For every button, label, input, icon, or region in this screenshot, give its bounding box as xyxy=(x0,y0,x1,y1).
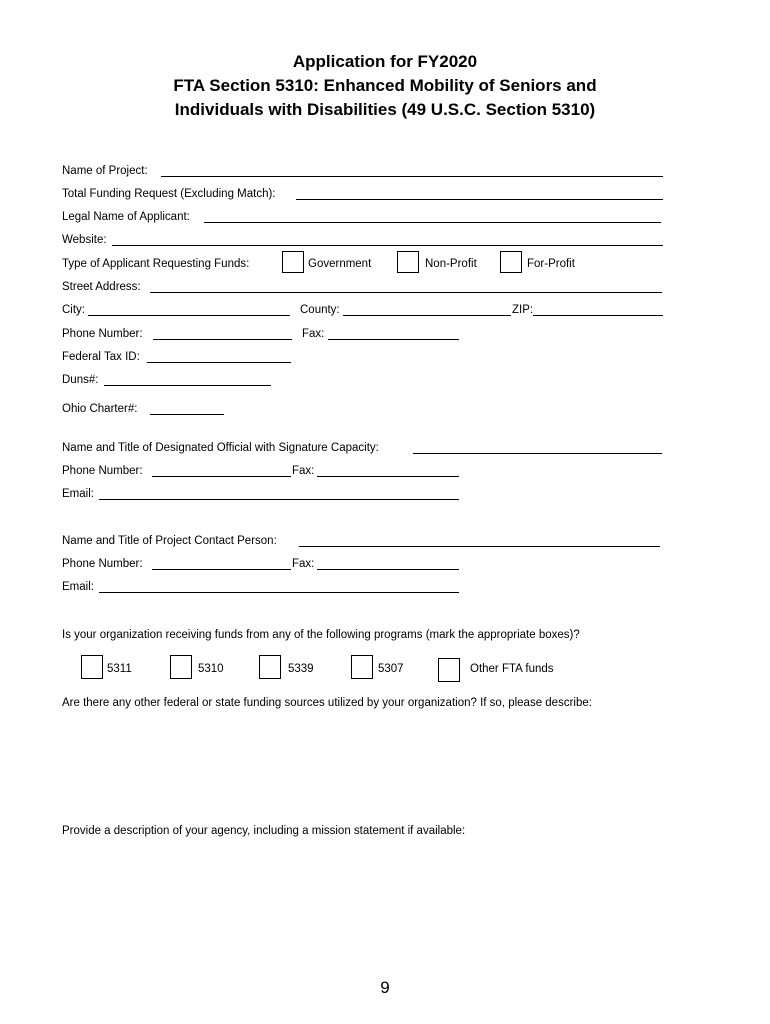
project-name-label: Name of Project: xyxy=(62,165,148,177)
title-line-1: Application for FY2020 xyxy=(292,52,478,71)
official-email-label: Email: xyxy=(62,488,94,500)
contact-email-label: Email: xyxy=(62,581,94,593)
phone-field[interactable] xyxy=(153,326,292,340)
other-funding-response-area[interactable] xyxy=(62,715,662,815)
title-line-3: Individuals with Disabilities (49 U.S.C. Section 5310) xyxy=(174,100,596,119)
programs-question: Is your organization receiving funds from any of the following programs (mark the appropriate boxes)? xyxy=(62,629,580,641)
program-other-label: Other FTA funds xyxy=(470,663,554,675)
county-label: County: xyxy=(300,304,340,316)
city-label: City: xyxy=(62,304,85,316)
project-name-field[interactable] xyxy=(161,163,663,177)
program-5310-checkbox[interactable] xyxy=(170,655,192,679)
program-5310-label: 5310 xyxy=(198,663,224,675)
contact-name-label: Name and Title of Project Contact Person: xyxy=(62,535,277,547)
contact-fax-field[interactable] xyxy=(317,556,459,570)
city-field[interactable] xyxy=(88,302,290,316)
county-field[interactable] xyxy=(343,302,511,316)
official-fax-field[interactable] xyxy=(317,463,459,477)
duns-field[interactable] xyxy=(104,372,271,386)
contact-name-field[interactable] xyxy=(299,533,660,547)
program-5311-label: 5311 xyxy=(107,663,132,675)
street-label: Street Address: xyxy=(62,281,141,293)
contact-phone-label: Phone Number: xyxy=(62,558,143,570)
tax-id-field[interactable] xyxy=(147,349,291,363)
title-line-2: FTA Section 5310: Enhanced Mobility of Seniors and xyxy=(173,76,597,95)
agency-description-question: Provide a description of your agency, including a mission statement if available: xyxy=(62,825,466,837)
program-5307-checkbox[interactable] xyxy=(351,655,373,679)
legal-name-field[interactable] xyxy=(204,209,661,223)
total-funding-label: Total Funding Request (Excluding Match): xyxy=(62,188,276,200)
total-funding-field[interactable] xyxy=(296,186,663,200)
tax-id-label: Federal Tax ID: xyxy=(62,351,140,363)
duns-label: Duns#: xyxy=(62,374,99,386)
fax-label: Fax: xyxy=(302,328,325,340)
applicant-type-label: Type of Applicant Requesting Funds: xyxy=(62,258,250,270)
official-name-field[interactable] xyxy=(413,440,662,454)
ohio-charter-field[interactable] xyxy=(150,401,224,415)
nonprofit-checkbox[interactable] xyxy=(397,251,419,273)
program-other-checkbox[interactable] xyxy=(438,658,460,682)
contact-email-field[interactable] xyxy=(99,579,459,593)
official-fax-label: Fax: xyxy=(292,465,315,477)
website-field[interactable] xyxy=(112,232,663,246)
agency-description-response-area[interactable] xyxy=(62,843,662,963)
fax-field[interactable] xyxy=(328,326,459,340)
forprofit-checkbox[interactable] xyxy=(500,251,522,273)
government-label: Government xyxy=(308,258,372,270)
zip-label: ZIP: xyxy=(512,304,534,316)
official-phone-label: Phone Number: xyxy=(62,465,143,477)
legal-name-label: Legal Name of Applicant: xyxy=(62,211,190,223)
official-email-field[interactable] xyxy=(99,486,459,500)
contact-fax-label: Fax: xyxy=(292,558,315,570)
nonprofit-label: Non-Profit xyxy=(425,258,477,270)
program-5307-label: 5307 xyxy=(378,663,404,675)
government-checkbox[interactable] xyxy=(282,251,304,273)
program-5339-label: 5339 xyxy=(288,663,314,675)
other-funding-question: Are there any other federal or state funding sources utilized by your organization? If so, please describe: xyxy=(62,697,592,709)
website-label: Website: xyxy=(62,234,107,246)
contact-phone-field[interactable] xyxy=(152,556,291,570)
program-5339-checkbox[interactable] xyxy=(259,655,281,679)
official-name-label: Name and Title of Designated Official with Signature Capacity: xyxy=(62,442,379,454)
ohio-charter-label: Ohio Charter#: xyxy=(62,403,138,415)
phone-label: Phone Number: xyxy=(62,328,143,340)
zip-field[interactable] xyxy=(533,302,663,316)
street-field[interactable] xyxy=(150,279,662,293)
forprofit-label: For-Profit xyxy=(527,258,575,270)
page-number: 9 xyxy=(380,978,390,997)
program-5311-checkbox[interactable] xyxy=(81,655,103,679)
official-phone-field[interactable] xyxy=(152,463,291,477)
